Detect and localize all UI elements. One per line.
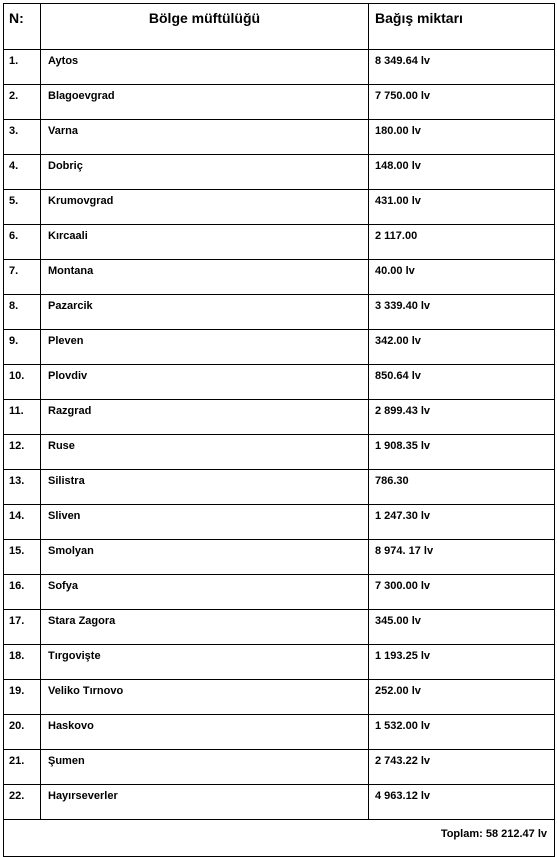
table-row xyxy=(4,715,555,750)
table-row xyxy=(4,295,555,330)
row-number: 14. xyxy=(4,505,41,540)
row-amount: 1 247.30 lv xyxy=(369,505,555,540)
row-number: 6. xyxy=(4,225,41,260)
row-region: Silistra xyxy=(41,470,369,505)
row-region: Pleven xyxy=(41,330,369,365)
row-amount: 252.00 lv xyxy=(369,680,555,715)
row-amount: 180.00 lv xyxy=(369,120,555,155)
row-amount: 2 117.00 xyxy=(369,225,555,260)
table-row xyxy=(4,365,555,400)
row-amount: 2 743.22 lv xyxy=(369,750,555,785)
row-amount: 1 193.25 lv xyxy=(369,645,555,680)
donations-table xyxy=(3,3,555,857)
row-amount: 148.00 lv xyxy=(369,155,555,190)
row-amount: 4 963.12 lv xyxy=(369,785,555,820)
table-row xyxy=(4,190,555,225)
row-number: 21. xyxy=(4,750,41,785)
table-row xyxy=(4,260,555,295)
table-row xyxy=(4,120,555,155)
row-amount: 431.00 lv xyxy=(369,190,555,225)
row-number: 1. xyxy=(4,50,41,85)
row-number: 8. xyxy=(4,295,41,330)
row-number: 2. xyxy=(4,85,41,120)
row-region: Stara Zagora xyxy=(41,610,369,645)
table-row xyxy=(4,435,555,470)
table-row xyxy=(4,225,555,260)
row-number: 4. xyxy=(4,155,41,190)
row-number: 20. xyxy=(4,715,41,750)
row-amount: 8 349.64 lv xyxy=(369,50,555,85)
table-row xyxy=(4,575,555,610)
table-row xyxy=(4,610,555,645)
row-region: Veliko Tırnovo xyxy=(41,680,369,715)
row-number: 16. xyxy=(4,575,41,610)
table-row xyxy=(4,470,555,505)
table-row xyxy=(4,330,555,365)
row-region: Razgrad xyxy=(41,400,369,435)
row-amount: 3 339.40 lv xyxy=(369,295,555,330)
row-number: 3. xyxy=(4,120,41,155)
row-amount: 1 908.35 lv xyxy=(369,435,555,470)
row-number: 11. xyxy=(4,400,41,435)
row-number: 9. xyxy=(4,330,41,365)
table-row xyxy=(4,645,555,680)
row-amount: 850.64 lv xyxy=(369,365,555,400)
row-amount: 786.30 xyxy=(369,470,555,505)
row-region: Sliven xyxy=(41,505,369,540)
row-region: Pazarcik xyxy=(41,295,369,330)
table-row xyxy=(4,680,555,715)
row-number: 7. xyxy=(4,260,41,295)
row-number: 12. xyxy=(4,435,41,470)
row-amount: 342.00 lv xyxy=(369,330,555,365)
row-number: 19. xyxy=(4,680,41,715)
table-row xyxy=(4,750,555,785)
row-amount: 1 532.00 lv xyxy=(369,715,555,750)
row-amount: 7 750.00 lv xyxy=(369,85,555,120)
row-number: 17. xyxy=(4,610,41,645)
row-amount: 8 974. 17 lv xyxy=(369,540,555,575)
row-number: 22. xyxy=(4,785,41,820)
header-amount: Bağış miktarı xyxy=(369,4,555,50)
row-number: 18. xyxy=(4,645,41,680)
row-region: Sofya xyxy=(41,575,369,610)
row-region: Hayırseverler xyxy=(41,785,369,820)
row-region: Blagoevgrad xyxy=(41,85,369,120)
table-row xyxy=(4,85,555,120)
table-row xyxy=(4,540,555,575)
table-row xyxy=(4,785,555,820)
row-region: Tırgovişte xyxy=(41,645,369,680)
row-number: 15. xyxy=(4,540,41,575)
table-row xyxy=(4,155,555,190)
row-amount: 7 300.00 lv xyxy=(369,575,555,610)
row-region: Ruse xyxy=(41,435,369,470)
row-amount: 40.00 lv xyxy=(369,260,555,295)
row-region: Şumen xyxy=(41,750,369,785)
row-region: Kırcaali xyxy=(41,225,369,260)
table-header-row xyxy=(4,4,555,50)
row-number: 13. xyxy=(4,470,41,505)
row-number: 5. xyxy=(4,190,41,225)
row-region: Smolyan xyxy=(41,540,369,575)
row-region: Plovdiv xyxy=(41,365,369,400)
table-row xyxy=(4,400,555,435)
row-amount: 345.00 lv xyxy=(369,610,555,645)
header-number: N: xyxy=(4,4,41,50)
total-amount: Toplam: 58 212.47 lv xyxy=(4,820,555,857)
table-row xyxy=(4,505,555,540)
row-region: Aytos xyxy=(41,50,369,85)
row-region: Krumovgrad xyxy=(41,190,369,225)
row-number: 10. xyxy=(4,365,41,400)
row-region: Dobriç xyxy=(41,155,369,190)
row-amount: 2 899.43 lv xyxy=(369,400,555,435)
table-row xyxy=(4,50,555,85)
total-row xyxy=(4,820,555,857)
row-region: Montana xyxy=(41,260,369,295)
header-region: Bölge müftülüğü xyxy=(41,4,369,50)
table-body xyxy=(4,50,555,820)
row-region: Varna xyxy=(41,120,369,155)
row-region: Haskovo xyxy=(41,715,369,750)
